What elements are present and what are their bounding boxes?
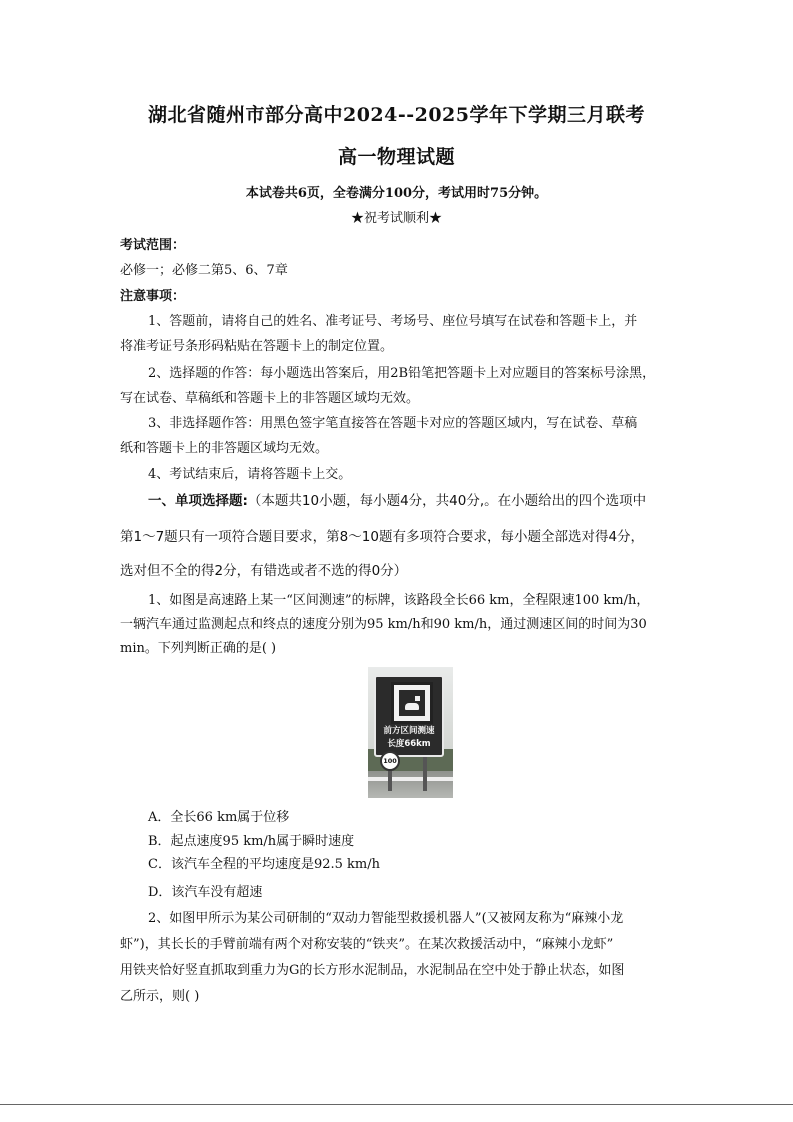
section-1-line1-rest: （本题共10小题，每小题4分，共40分,。在小题给出的四个选项中 [247, 493, 647, 509]
note-4: 4、考试结束后，请将答题卡上交。 [148, 467, 352, 482]
exam-title: 湖北省随州市部分高中2024--2025学年下学期三月联考 [147, 104, 646, 126]
note-2b: 写在试卷、草稿纸和答题卡上的非答题区域均无效。 [120, 391, 420, 406]
page-bottom-rule [0, 1104, 793, 1105]
exam-subtitle: 高一物理试题 [337, 146, 455, 168]
camera-car-icon [391, 682, 433, 724]
q2-line1: 2、如图甲所示为某公司研制的“双动力智能型救援机器人”(又被网友称为“麻辣小龙 [148, 911, 624, 926]
section-1-line2: 第1～7题只有一项符合题目要求，第8～10题有多项符合要求，每小题全部选对得4分， [120, 529, 645, 545]
q2-line3: 用铁夹恰好竖直抓取到重力为G的长方形水泥制品，水泥制品在空中处于静止状态，如图 [120, 963, 625, 978]
sign-pole-right [423, 751, 427, 791]
note-3b: 纸和答题卡上的非答题区域均无效。 [120, 441, 329, 456]
section-1-line3: 选对但不全的得2分，有错选或者不选的得0分） [120, 563, 408, 579]
q2-line2: 虾”)，其长长的手臂前端有两个对称安装的“铁夹”。在某次救援活动中，“麻辣小龙虾” [120, 937, 614, 952]
section-1-heading: 一、单项选择题: [148, 493, 248, 509]
exam-info: 本试卷共6页，全卷满分100分，考试用时75分钟。 [245, 186, 548, 201]
speed-camera-sign-photo [368, 667, 453, 798]
scope-label: 考试范围： [120, 238, 186, 253]
q1-line3: min。下列判断正确的是( ) [120, 641, 277, 656]
note-1a: 1、答题前，请将自己的姓名、准考证号、考场号、座位号填写在试卷和答题卡上，并 [148, 314, 638, 329]
guard-rail [368, 777, 453, 781]
speed-limit-sign: 100 [380, 751, 400, 771]
q1-option-c: C．该汽车全程的平均速度是92.5 km/h [148, 857, 380, 872]
sign-text-length: 长度66km [387, 739, 431, 749]
road [368, 771, 453, 798]
sign-text-zone: 前方区间测速 [383, 726, 435, 736]
scope-content: 必修一；必修二第5、6、7章 [120, 263, 288, 278]
note-2a: 2、选择题的作答：每小题选出答案后，用2B铅笔把答题卡上对应题目的答案标号涂黑， [148, 366, 656, 381]
q1-option-a: A．全长66 km属于位移 [148, 810, 290, 825]
camera-icon [415, 696, 420, 701]
notes-label: 注意事项： [120, 289, 186, 304]
q1-line2: 一辆汽车通过监测起点和终点的速度分别为95 km/h和90 km/h，通过测速区间的时间为30 [120, 617, 647, 632]
car-icon [405, 703, 419, 710]
q2-line4: 乙所示，则( ) [120, 989, 200, 1004]
q1-option-b: B．起点速度95 km/h属于瞬时速度 [148, 834, 355, 849]
q1-line1: 1、如图是高速路上某一“区间测速”的标牌，该路段全长66 km，全程限速100 km/h， [148, 593, 650, 608]
sign-panel [374, 675, 444, 757]
section-1-line1 [148, 491, 646, 511]
note-3a: 3、非选择题作答：用黑色签字笔直接答在答题卡对应的答题区域内，写在试卷、草稿 [148, 416, 638, 431]
q1-option-d: D．该汽车没有超速 [148, 885, 263, 900]
exam-wish: ★祝考试顺利★ [350, 211, 442, 226]
note-1b: 将准考证号条形码粘贴在答题卡上的制定位置。 [120, 339, 394, 354]
